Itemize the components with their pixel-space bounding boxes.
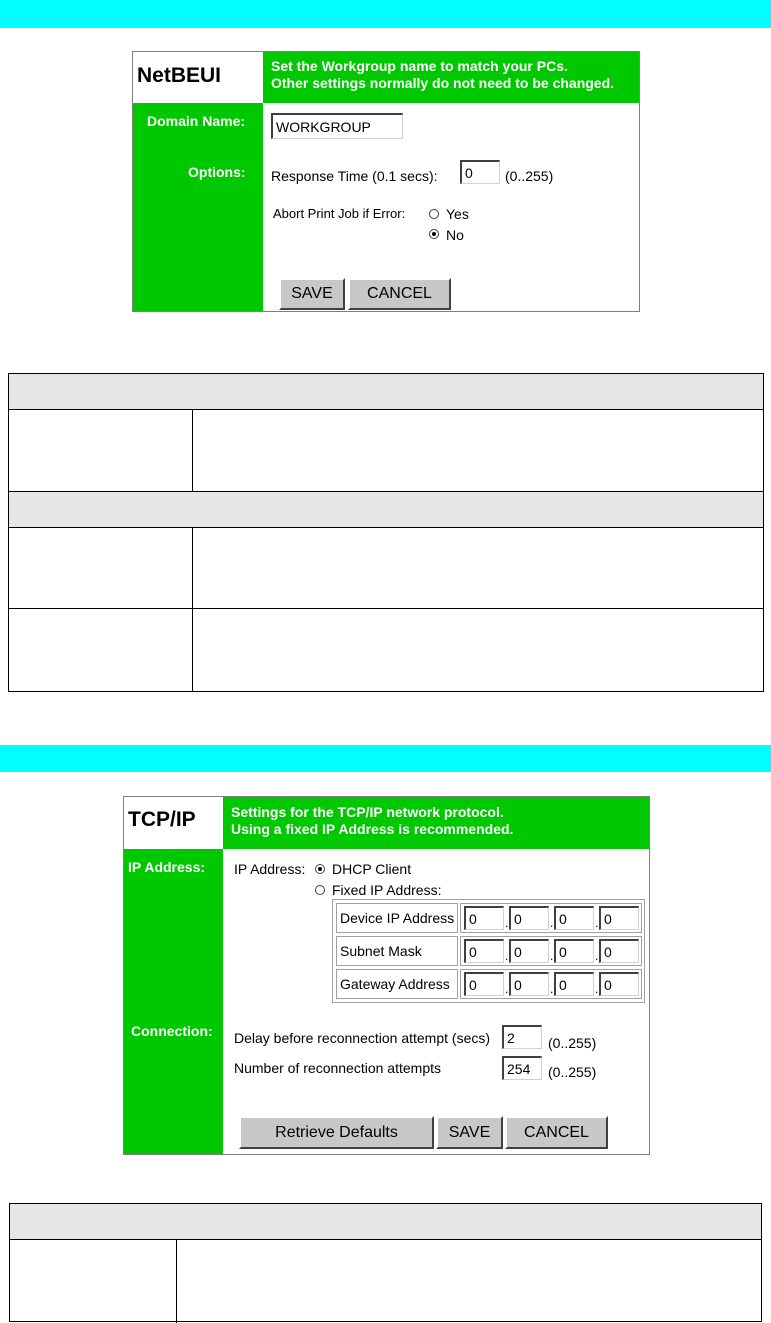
dhcp-client-radio[interactable] bbox=[315, 864, 325, 874]
table-header-row bbox=[10, 1204, 761, 1240]
gateway-octet-3[interactable] bbox=[554, 972, 594, 996]
section-band-top bbox=[0, 0, 771, 28]
device-ip-octet-1[interactable] bbox=[464, 906, 504, 930]
netbeui-side-column bbox=[133, 103, 263, 311]
octet-separator: . bbox=[595, 916, 599, 930]
netbeui-cancel-button[interactable]: CANCEL bbox=[348, 278, 451, 310]
octet-separator: . bbox=[505, 949, 509, 963]
table-divider bbox=[9, 608, 763, 609]
gateway-octet-4[interactable] bbox=[599, 972, 639, 996]
tcpip-info-line1: Settings for the TCP/IP network protocol. bbox=[231, 804, 504, 820]
ip-row-label: Device IP Address bbox=[336, 903, 458, 933]
tcpip-description-table bbox=[9, 1203, 762, 1322]
gateway-octet-2[interactable] bbox=[509, 972, 549, 996]
delay-input[interactable] bbox=[502, 1025, 542, 1049]
octet-separator: . bbox=[505, 916, 509, 930]
netbeui-title: NetBEUI bbox=[137, 64, 222, 87]
octet-separator: . bbox=[550, 949, 554, 963]
abort-yes-radio[interactable] bbox=[429, 209, 439, 219]
delay-label: Delay before reconnection attempt (secs) bbox=[234, 1030, 491, 1046]
table-column-divider bbox=[192, 527, 193, 691]
tcpip-cancel-button[interactable]: CANCEL bbox=[505, 1116, 608, 1149]
subnet-mask-octet-1[interactable] bbox=[464, 939, 504, 963]
subnet-mask-octet-4[interactable] bbox=[599, 939, 639, 963]
tcpip-title: TCP/IP bbox=[128, 808, 196, 831]
netbeui-info-line1: Set the Workgroup name to match your PCs. bbox=[271, 58, 568, 74]
table-column-divider bbox=[192, 410, 193, 491]
tcpip-save-button[interactable]: SAVE bbox=[436, 1116, 503, 1149]
response-time-label: Response Time (0.1 secs): bbox=[271, 168, 438, 184]
device-ip-octet-4[interactable] bbox=[599, 906, 639, 930]
table-column-divider bbox=[176, 1240, 177, 1323]
tcpip-panel bbox=[123, 796, 650, 1155]
subnet-mask-octet-2[interactable] bbox=[509, 939, 549, 963]
section-band-middle bbox=[0, 745, 771, 772]
netbeui-panel bbox=[132, 51, 640, 312]
attempts-range: (0..255) bbox=[548, 1064, 597, 1080]
tcpip-info-line2: Using a fixed IP Address is recommended. bbox=[231, 821, 514, 837]
retrieve-defaults-button[interactable]: Retrieve Defaults bbox=[239, 1116, 434, 1149]
abort-print-label: Abort Print Job if Error: bbox=[273, 206, 406, 221]
subnet-mask-octet-3[interactable] bbox=[554, 939, 594, 963]
connection-label: Connection: bbox=[131, 1023, 213, 1039]
netbeui-save-button[interactable]: SAVE bbox=[279, 278, 345, 310]
tcpip-info-banner bbox=[223, 797, 649, 849]
netbeui-info-banner bbox=[263, 52, 639, 103]
fixed-ip-label: Fixed IP Address: bbox=[332, 882, 442, 898]
options-label: Options: bbox=[188, 164, 246, 180]
attempts-input[interactable] bbox=[502, 1056, 542, 1080]
domain-name-label: Domain Name: bbox=[147, 113, 246, 129]
gateway-octet-1[interactable] bbox=[464, 972, 504, 996]
fixed-ip-radio[interactable] bbox=[315, 885, 325, 895]
octet-separator: . bbox=[550, 916, 554, 930]
abort-yes-label: Yes bbox=[446, 206, 469, 222]
table-header-row bbox=[9, 491, 763, 528]
device-ip-octet-2[interactable] bbox=[509, 906, 549, 930]
device-ip-octet-3[interactable] bbox=[554, 906, 594, 930]
ip-address-section-label: IP Address: bbox=[128, 859, 206, 875]
octet-separator: . bbox=[550, 982, 554, 996]
abort-no-radio[interactable] bbox=[429, 229, 439, 239]
netbeui-info-line2: Other settings normally do not need to be changed. bbox=[271, 75, 615, 91]
domain-name-input[interactable] bbox=[271, 113, 403, 139]
response-time-input[interactable] bbox=[460, 160, 500, 184]
fixed-ip-table bbox=[332, 899, 645, 1003]
delay-range: (0..255) bbox=[548, 1035, 597, 1051]
tcpip-side-column bbox=[124, 849, 223, 1154]
octet-separator: . bbox=[505, 982, 509, 996]
dhcp-client-label: DHCP Client bbox=[332, 861, 412, 877]
octet-separator: . bbox=[595, 982, 599, 996]
octet-separator: . bbox=[595, 949, 599, 963]
table-header-row bbox=[9, 374, 763, 410]
ip-row-label: Subnet Mask bbox=[336, 936, 458, 966]
response-time-range: (0..255) bbox=[505, 168, 554, 184]
abort-no-label: No bbox=[446, 227, 464, 243]
ip-row-label: Gateway Address bbox=[336, 969, 458, 999]
ip-address-label: IP Address: bbox=[234, 861, 306, 877]
attempts-label: Number of reconnection attempts bbox=[234, 1060, 441, 1076]
netbeui-description-table bbox=[8, 373, 764, 692]
